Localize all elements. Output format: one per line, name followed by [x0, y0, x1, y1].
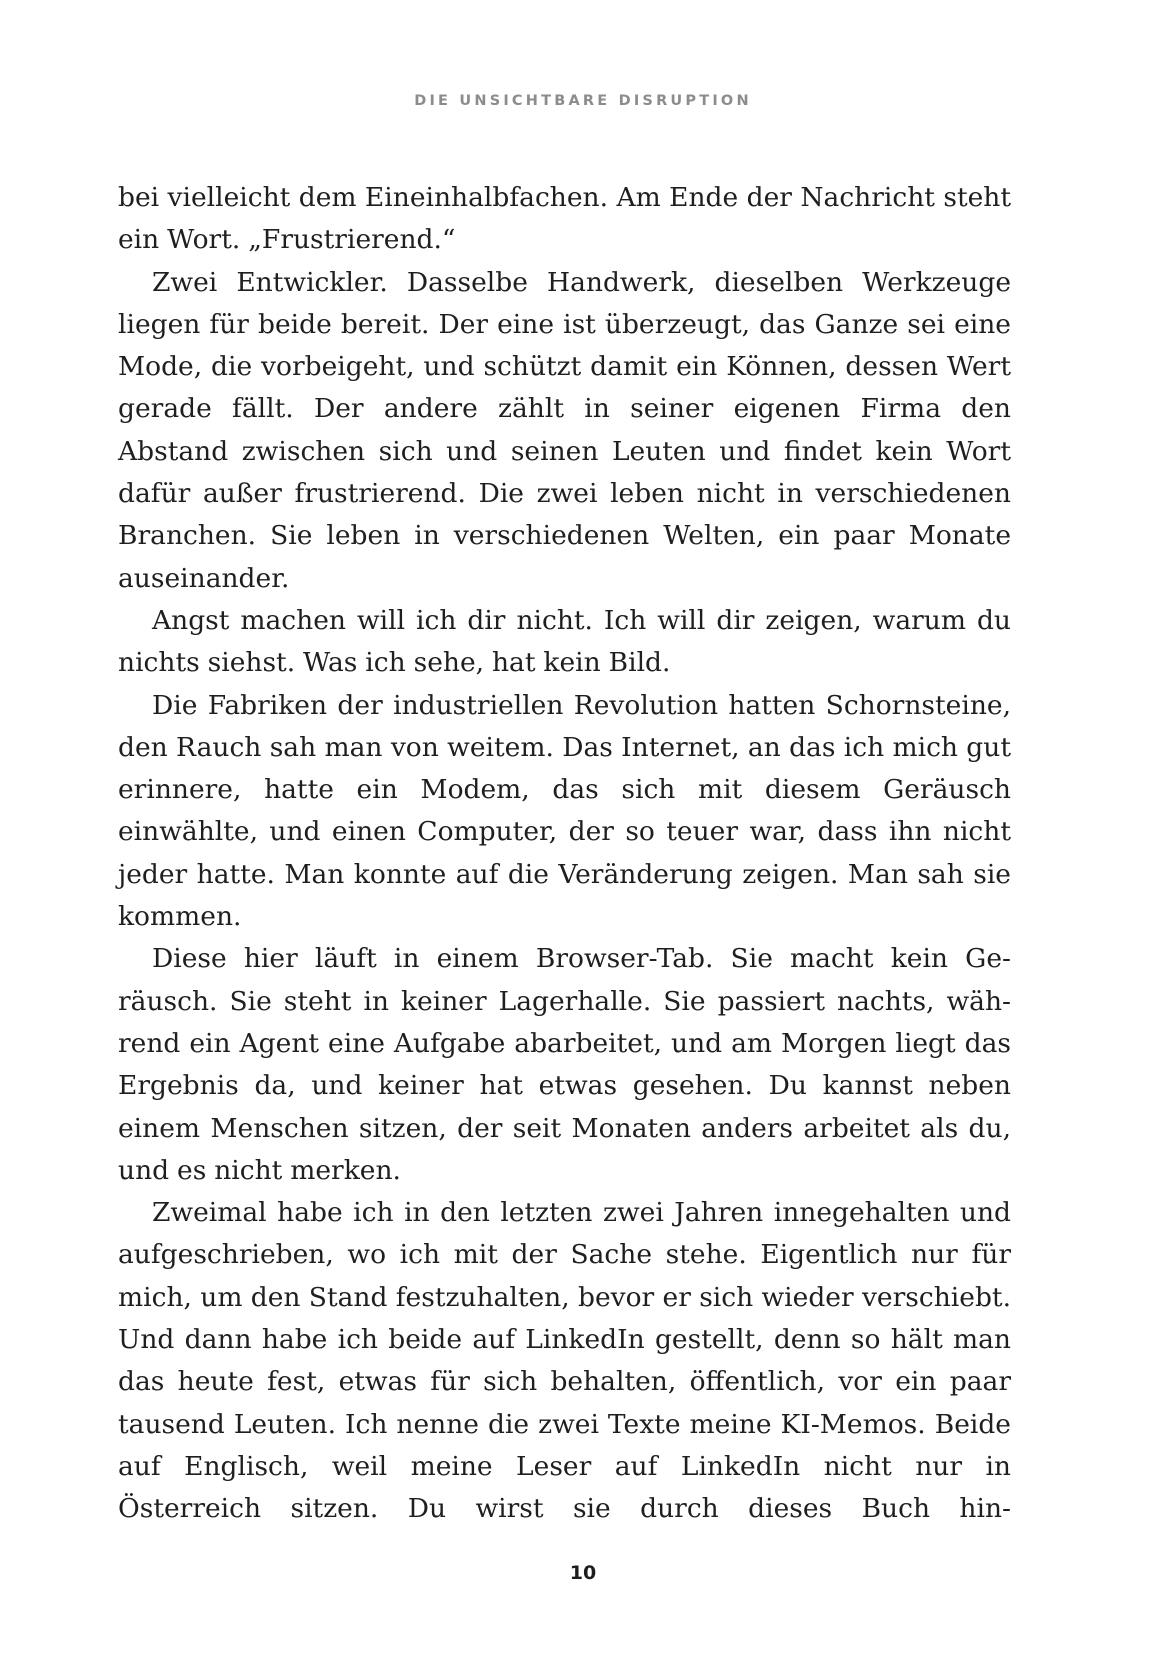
paragraph: Die Fabriken der industriellen Revolution hatten Schornsteine, den Rauch sah man von weitem. Das Internet, an das ich mich gut erinnere, hatte ein Modem, das sich mit diesem Geräusch einwählte, und einen Computer, der so teuer war, dass ihn nicht jeder hatte. Man konnte auf die Veränderung zeigen. Man sah sie kommen. — [118, 689, 1011, 933]
paragraph: Zweimal habe ich in den letzten zwei Jahren innegehalten und aufgeschrieben, wo ich mit der Sache stehe. Eigentlich nur für mich, um den Stand festzuhalten, bevor er sich wieder verschiebt. Und dann habe ich beide auf LinkedIn gestellt, denn so hält man das heute fest, etwas für sich behalten, öffentlich, vor ein paar tausend Leuten. Ich nenne die zwei Texte meine KI-Memos. Beide auf Englisch, weil meine Leser auf LinkedIn nicht nur in Österreich sitzen. Du wirst sie durch dieses Buch hin- — [118, 1197, 1011, 1525]
paragraph: Zwei Entwickler. Dasselbe Handwerk, dieselben Werkzeuge liegen für beide bereit. Der eine ist überzeugt, das Ganze sei eine Mode, die vorbeigeht, und schützt damit ein Können, dessen Wert gerade fällt. Der andere zählt in seiner eigenen Firma den Abstand zwischen sich und seinen Leuten und findet kein Wort dafür außer frustrierend. Die zwei leben nicht in verschiedenen Branchen. Sie leben in verschiedenen Welten, ein paar Monate auseinander. — [118, 266, 1011, 594]
paragraph-continued: bei vielleicht dem Eineinhalbfachen. Am Ende der Nachricht steht ein Wort. „Frustrierend.“ — [118, 182, 1011, 256]
page-number: 10 — [569, 1562, 597, 1584]
paragraph: Diese hier läuft in einem Browser-Tab. Sie macht kein Geräusch. Sie steht in keiner Lagerhalle. Sie passiert nachts, während ein Agent eine Aufgabe abarbeitet, und am Morgen liegt das Ergebnis da, und keiner hat etwas gesehen. Du kannst neben einem Menschen sitzen, der seit Monaten anders arbeitet als du, und es nicht merken. — [118, 943, 1011, 1186]
page-body — [118, 177, 1011, 1531]
paragraph: Angst machen will ich dir nicht. Ich will dir zeigen, warum du nichts siehst. Was ich sehe, hat kein Bild. — [118, 604, 1011, 679]
running-header: DIE UNSICHTBARE DISRUPTION — [414, 93, 752, 109]
